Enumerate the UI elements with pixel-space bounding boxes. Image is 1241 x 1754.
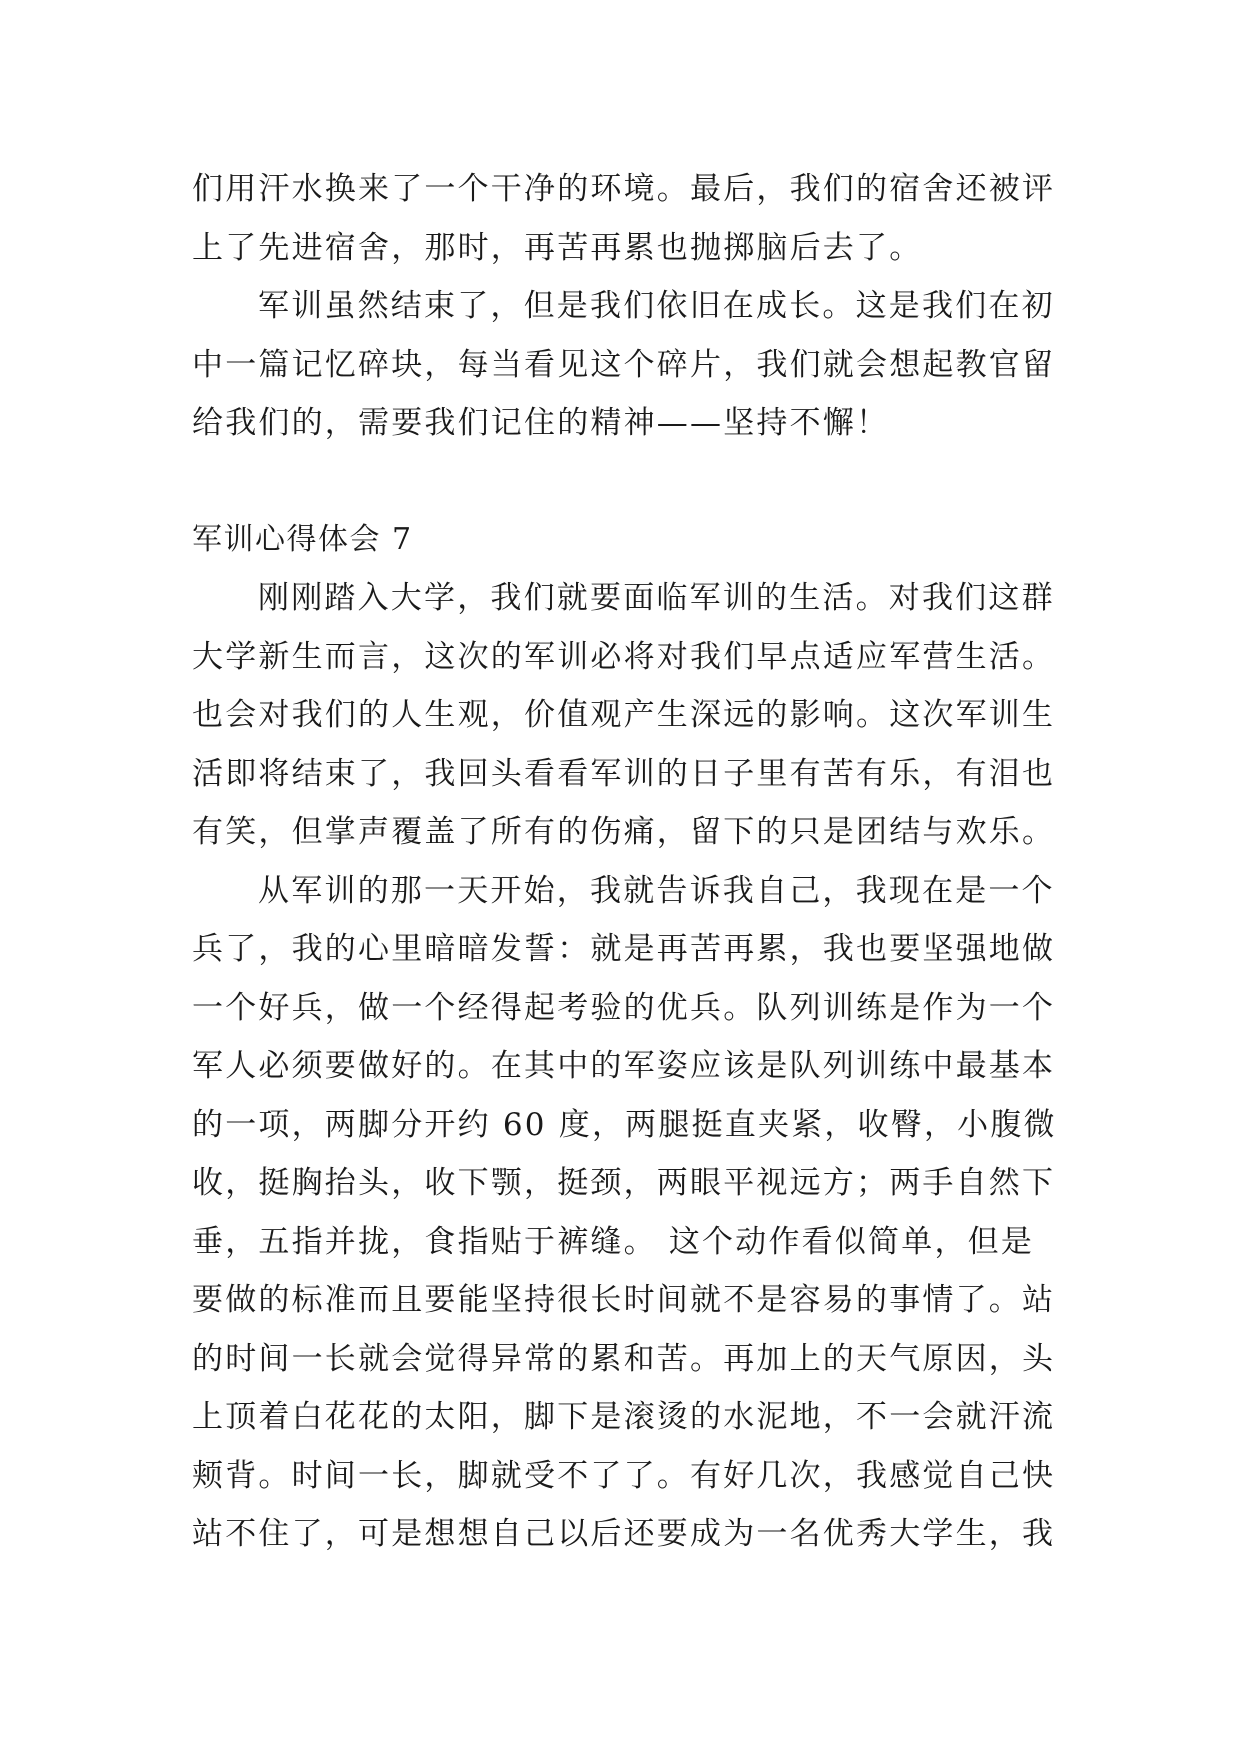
text-line: 军训虽然结束了，但是我们依旧在成长。这是我们在初: [258, 288, 1055, 324]
text-line: 一个好兵，做一个经得起考验的优兵。队列训练是作为一个: [192, 989, 1056, 1026]
text-line: 的时间一长就会觉得异常的累和苦。再加上的天气原因，头: [192, 1340, 1056, 1377]
text-line: 中一篇记忆碎块，每当看见这个碎片，我们就会想起教官留: [192, 346, 1056, 383]
text-line: 们用汗水换来了一个干净的环境。最后，我们的宿舍还被评: [192, 171, 1056, 207]
text-line: 给我们的，需要我们记住的精神——坚持不懈！: [192, 405, 890, 441]
text-line: 要做的标准而且要能坚持很长时间就不是容易的事情了。站: [192, 1282, 1056, 1318]
text-line: 刚刚踏入大学，我们就要面临军训的生活。对我们这群: [258, 580, 1055, 616]
text-line: 大学新生而言，这次的军训必将对我们早点适应军营生活。: [192, 638, 1056, 675]
text-line: 活即将结束了，我回头看看军训的日子里有苦有乐，有泪也: [192, 755, 1056, 792]
paragraph-entering-university: [192, 569, 1056, 862]
text-line: 的一项，两脚分开约 60 度，两腿挺直夹紧，收臀，小腹微: [192, 1106, 1057, 1143]
text-line: 站不住了，可是想想自己以后还要成为一名优秀大学生，我: [192, 1516, 1056, 1552]
document-page: [192, 160, 1057, 1564]
text-line: 上顶着白花花的太阳，脚下是滚烫的水泥地，不一会就汗流: [192, 1399, 1056, 1435]
text-line: 也会对我们的人生观，价值观产生深远的影响。这次军训生: [192, 697, 1056, 733]
text-line: 有笑，但掌声覆盖了所有的伤痛，留下的只是团结与欢乐。: [192, 814, 1056, 850]
text-line: 收，挺胸抬头，收下颚，挺颈，两眼平视远方；两手自然下: [192, 1165, 1056, 1201]
text-line: 垂，五指并拢，食指贴于裤缝。 这个动作看似简单，但是: [192, 1223, 1035, 1260]
text-line: 从军训的那一天开始，我就告诉我自己，我现在是一个: [258, 872, 1055, 909]
section-heading: 军训心得体会 7: [192, 521, 413, 557]
text-line: 颊背。时间一长，脚就受不了了。有好几次，我感觉自己快: [192, 1457, 1056, 1494]
text-line: 军人必须要做好的。在其中的军姿应该是队列训练中最基本: [192, 1048, 1056, 1084]
paragraph-dormitory-ending: [192, 160, 1056, 277]
paragraph-training-ended: [192, 277, 1056, 453]
paragraph-military-posture: [192, 862, 1057, 1564]
section-spacer: [192, 453, 1052, 511]
text-line: 上了先进宿舍，那时，再苦再累也抛掷脑后去了。: [192, 229, 923, 266]
text-line: 兵了，我的心里暗暗发誓：就是再苦再累，我也要坚强地做: [192, 931, 1056, 967]
